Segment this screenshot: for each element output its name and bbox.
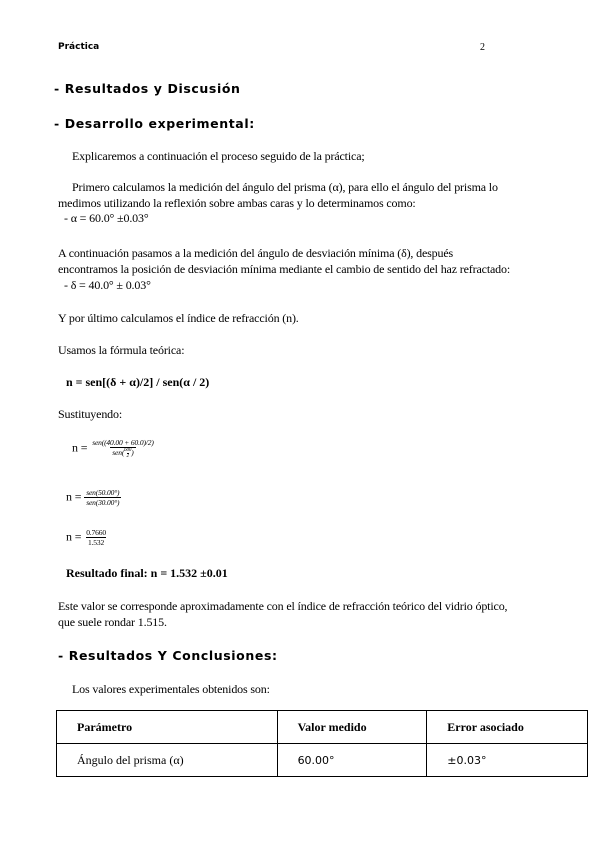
refraction-index-line: Y por último calculamos el índice de refracción (n). [58, 311, 299, 325]
equation-2-denominator: sen(30.00°) [86, 498, 120, 507]
conclusion-intro: Los valores experimentales obtenidos son: [72, 682, 270, 696]
equation-3-lhs: n = [66, 529, 82, 544]
deviation-paragraph-line1: A continuación pasamos a la medición del ángulo de desviación mínima (δ), después [58, 246, 454, 260]
prism-paragraph-line2: medimos utilizando la reflexión sobre ambas caras y lo determinamos como: [58, 196, 416, 210]
equation-1 [72, 438, 156, 459]
delta-value: - δ = 40.0° ± 0.03° [64, 278, 151, 292]
table-header-row [57, 711, 588, 744]
table-header-measured-value: Valor medido [277, 711, 427, 744]
table-cell-measured-value: 60.00° [277, 744, 427, 777]
equation-1-denominator: sen( $\frac{600}{2}$ ) [112, 448, 134, 459]
substituting-label: Sustituyendo: [58, 407, 123, 421]
equation-3-denominator: 1.532 [87, 538, 105, 547]
equation-3-numerator: 0.7660 [86, 528, 106, 537]
intro-paragraph: Explicaremos a continuación el proceso seguido de la práctica; [72, 149, 365, 163]
results-table [56, 710, 588, 777]
equation-2-lhs: n = [66, 489, 82, 504]
equation-2-numerator: sen(50.00°) [86, 488, 120, 497]
equation-1-fraction [90, 438, 155, 459]
table-cell-associated-error: ±0.03° [427, 744, 588, 777]
formula-intro: Usamos la fórmula teórica: [58, 343, 185, 357]
comment-line2: que suele rondar 1.515. [58, 615, 167, 629]
comment-line1: Este valor se corresponde aproximadamente con el índice de refracción teórico del vidrio óptico, [58, 599, 508, 613]
equation-2-fraction [84, 488, 121, 507]
deviation-paragraph-line2: encontramos la posición de desviación mínima mediante el cambio de sentido del haz refractado: [58, 262, 511, 276]
section-heading-conclusions: - Resultados Y Conclusiones: [58, 648, 278, 663]
alpha-value: - α = 60.0° ±0.03° [64, 211, 149, 225]
equation-1-numerator: sen((40.00 + 60.0)/2) [92, 438, 154, 447]
section-heading-experimental: - Desarrollo experimental: [54, 116, 255, 131]
section-heading-results-discussion: - Resultados y Discusión [54, 81, 241, 96]
table-row [57, 744, 588, 777]
page-number: 2 [480, 42, 485, 53]
equation-1-lhs: n = [72, 440, 88, 455]
final-result: Resultado final: n = 1.532 ±0.01 [66, 566, 228, 580]
equation-3 [66, 528, 108, 547]
equation-1-inner-fraction: $\frac{600}{2}$ [124, 448, 132, 459]
table-header-parameter: Parámetro [57, 711, 278, 744]
table-header-associated-error: Error asociado [427, 711, 588, 744]
prism-paragraph-line1: Primero calculamos la medición del ángulo del prisma (α), para ello el ángulo del prisma lo [72, 180, 498, 194]
theoretical-formula: n = sen[(δ + α)/2] / sen(α / 2) [66, 375, 210, 389]
table-cell-parameter: Ángulo del prisma (α) [57, 744, 278, 777]
page-header-title: Práctica [58, 42, 100, 52]
equation-2 [66, 488, 121, 507]
equation-3-fraction [84, 528, 108, 547]
